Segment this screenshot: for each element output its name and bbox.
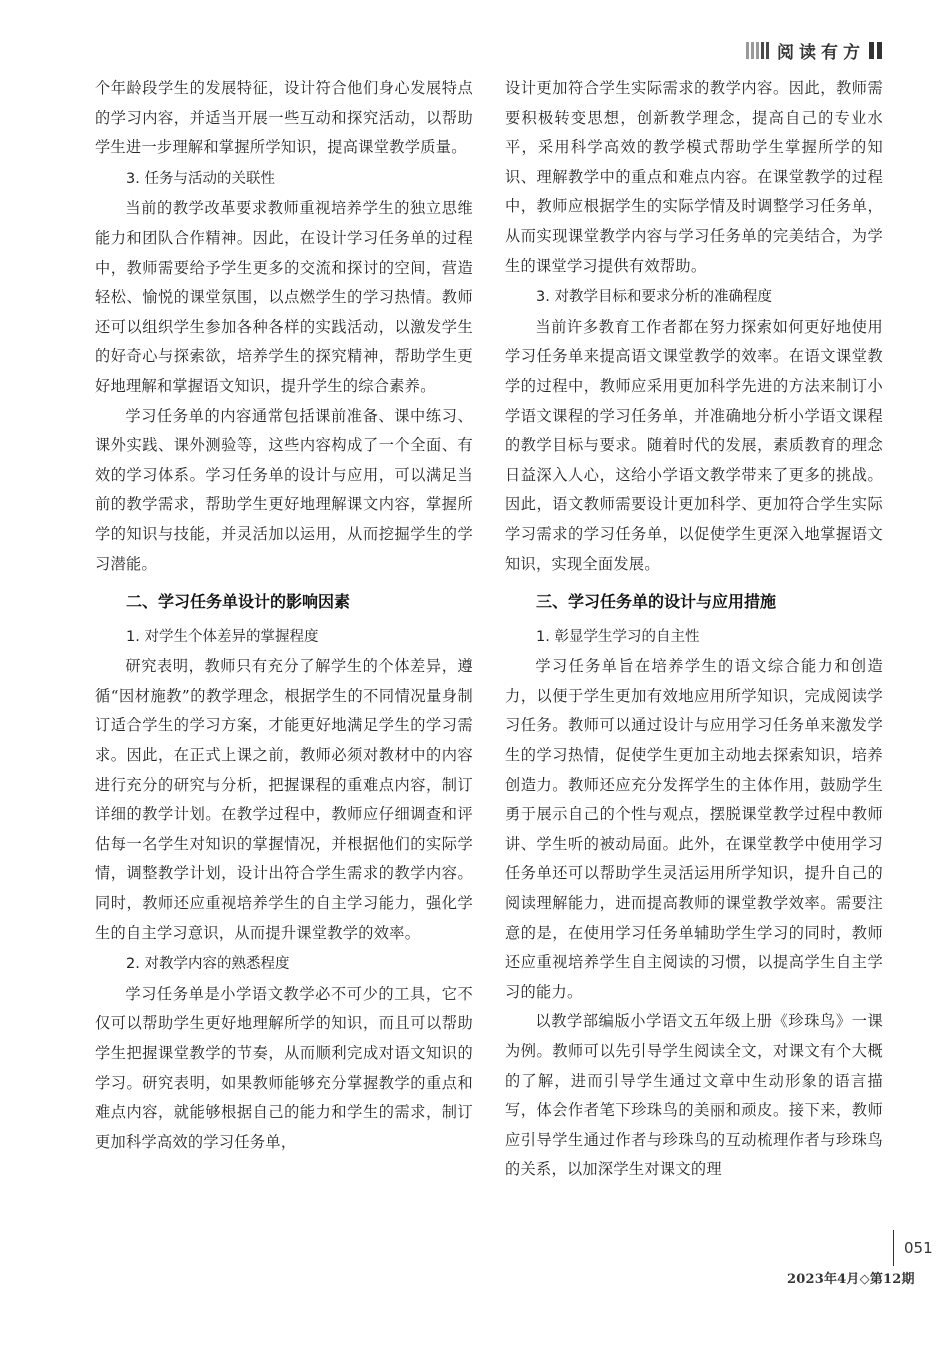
subsection-heading: 3. 对教学目标和要求分析的准确程度 [536,289,772,306]
section-heading: 三、学习任务单的设计与应用措施 [536,592,777,612]
body-paragraph: 研究表明，教师只有充分了解学生的个体差异，遵循“因材施教”的教学理念，根据学生的不同情况量身制订适合学生的学习方案，才能更好地满足学生的学习需求。因此，在正式上课之前，教师必须对教材中的内容进行充分的研究与分析，把握课程的重难点内容，制订详细的教学计划。在教学过程中，教师应仔细调查和评估每一名学生对知识的掌握情况，并根据他们的实际学情，调整教学计划，设计出符合学生需求的教学内容。同时，教师还应重视培养学生的自主学习能力，强化学生的自主学习意识，从而提升课堂教学的效率。 [95,657,473,942]
subsection-heading: 1. 对学生个体差异的掌握程度 [126,628,319,645]
right-column [505,74,883,1185]
issue-info: 2023年4月◇第12期 [787,1272,915,1287]
body-paragraph: 学习任务单旨在培养学生的语文综合能力和创造力，以便于学生更加有效地应用所学知识，完成阅读学习任务。教师可以通过设计与应用学习任务单来激发学生的学习热情，促使学生更加主动地去探索知识，培养创造力。教师还应充分发挥学生的主体作用，鼓励学生勇于展示自己的个性与观点，摆脱课堂教学过程中教师讲、学生听的被动局面。此外，在课堂教学中使用学习任务单还可以帮助学生灵活运用所学知识，提升自己的阅读理解能力，进而提高教师的课堂教学效率。需要注意的是，在使用学习任务单辅助学生学习的同时，教师还应重视培养学生自主阅读的习惯，以提高学生自主学习的能力。 [505,657,883,1001]
body-paragraph: 当前许多教育工作者都在努力探索如何更好地使用学习任务单来提高语文课堂教学的效率。在语文课堂教学的过程中，教师应采用更加科学先进的方法来制订小学语文课程的学习任务单，并准确地分析小学语文课程的教学目标与要求。随着时代的发展，素质教育的理念日益深入人心，这给小学语文教学带来了更多的挑战。因此，语文教师需要设计更加科学、更加符合学生实际学习需求的学习任务单，以促使学生更深入地掌握语文知识，实现全面发展。 [505,317,883,573]
body-paragraph: 学习任务单的内容通常包括课前准备、课中练习、课外实践、课外测验等，这些内容构成了一个全面、有效的学习体系。学习任务单的设计与应用，可以满足当前的教学需求，帮助学生更好地理解课文内容，掌握所学的知识与技能，并灵活加以运用，从而挖掘学生的学习潜能。 [95,406,473,573]
body-paragraph: 设计更加符合学生实际需求的教学内容。因此，教师需要积极转变思想，创新教学理念，提高自己的专业水平，采用科学高效的教学模式帮助学生掌握所学的知识、理解教学中的重点和难点内容。在课堂教学的过程中，教师应根据学生的实际学情及时调整学习任务单，从而实现课堂教学内容与学习任务单的完美结合，为学生的课堂学习提供有效帮助。 [505,79,883,275]
body-paragraph: 个年龄段学生的发展特征，设计符合他们身心发展特点的学习内容，并适当开展一些互动和探究活动，以帮助学生进一步理解和掌握所学知识，提高课堂教学质量。 [95,79,473,157]
left-column [95,74,473,1157]
body-paragraph: 学习任务单是小学语文教学必不可少的工具，它不仅可以帮助学生更好地理解所学的知识，而且可以帮助学生把握课堂教学的节奏，从而顺利完成对语文知识的学习。研究表明，如果教师能够充分掌握教学的重点和难点内容，就能够根据自己的能力和学生的需求，制订更加科学高效的学习任务单， [95,984,473,1151]
header-decor-bars [746,42,769,59]
body-paragraph: 以教学部编版小学语文五年级上册《珍珠鸟》一课为例。教师可以先引导学生阅读全文，对课文有个大概的了解，进而引导学生通过文章中生动形象的语言描写，体会作者笔下珍珠鸟的美丽和顽皮。接下来，教师应引导学生通过作者与珍珠鸟的互动梳理作者与珍珠鸟的关系，以加深学生对课文的理 [505,1012,883,1179]
section-title: 阅读有方 [777,42,865,63]
section-heading: 二、学习任务单设计的影响因素 [126,592,351,612]
header-decor-blocks [869,42,882,59]
subsection-heading: 1. 彰显学生学习的自主性 [536,628,700,645]
subsection-heading: 2. 对教学内容的熟悉程度 [126,956,290,973]
page-number: 051 [893,1230,943,1266]
body-paragraph: 当前的教学改革要求教师重视培养学生的独立思维能力和团队合作精神。因此，在设计学习任务单的过程中，教师需要给予学生更多的交流和探讨的空间，营造轻松、愉悦的课堂氛围，以点燃学生的学习热情。教师还可以组织学生参加各种各样的实践活动，以激发学生的好奇心与探索欲，培养学生的探究精神，帮助学生更好地理解和掌握语文知识，提升学生的综合素养。 [95,199,473,395]
running-header [746,38,882,62]
subsection-heading: 3. 任务与活动的关联性 [126,170,275,187]
